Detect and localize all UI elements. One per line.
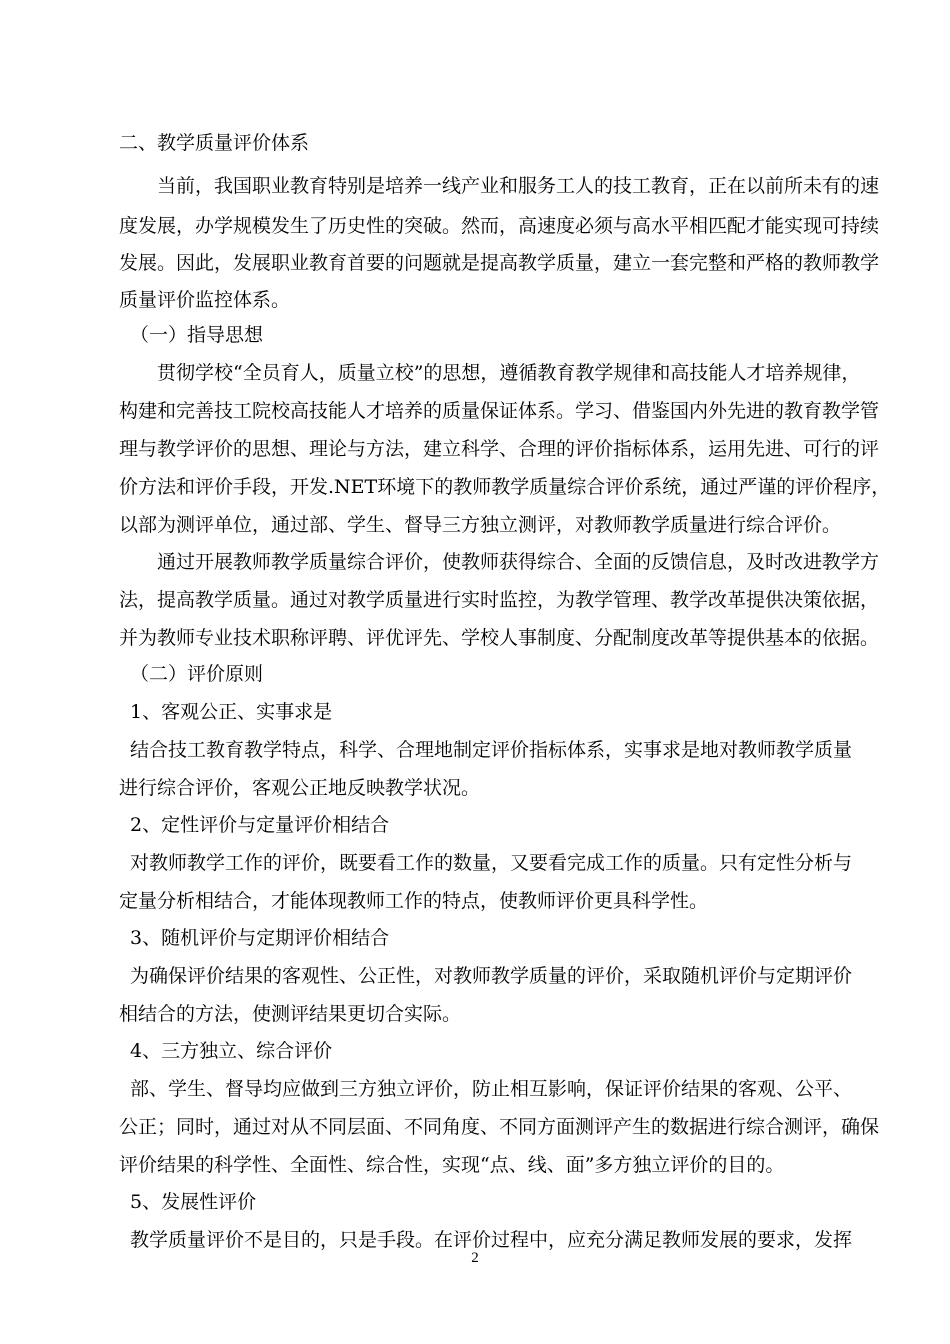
- paragraph-line: 部、学生、督导均应做到三方独立评价，防止相互影响，保证评价结果的客观、公平、: [130, 1078, 853, 1100]
- subsection-heading: （一）指导思想: [130, 324, 264, 346]
- paragraph-line: 结合技工教育教学特点，科学、合理地制定评价指标体系，实事求是地对教师教学质量: [130, 739, 853, 761]
- item-heading: 3、随机评价与定期评价相结合: [130, 927, 390, 949]
- paragraph-line: 法，提高教学质量。通过对教学质量进行实时监控，为教学管理、教学改革提供决策依据，: [119, 589, 880, 611]
- paragraph-line: 教学质量评价不是目的，只是手段。在评价过程中，应充分满足教师发展的要求，发挥: [130, 1229, 853, 1251]
- paragraph-line: 以部为测评单位，通过部、学生、督导三方独立测评，对教师教学质量进行综合评价。: [119, 514, 842, 536]
- item-heading: 4、三方独立、综合评价: [130, 1040, 333, 1062]
- item-heading: 1、客观公正、实事求是: [130, 701, 333, 723]
- item-heading: 5、发展性评价: [130, 1191, 257, 1213]
- paragraph-line: 公正；同时，通过对从不同层面、不同角度、不同方面测评产生的数据进行综合测评，确保: [119, 1116, 880, 1138]
- paragraph-line: 进行综合评价，客观公正地反映教学状况。: [119, 777, 481, 799]
- paragraph-line: 为确保评价结果的客观性、公正性，对教师教学质量的评价，采取随机评价与定期评价: [130, 965, 853, 987]
- item-heading: 2、定性评价与定量评价相结合: [130, 814, 390, 836]
- paragraph-line: 对教师教学工作的评价，既要看工作的数量，又要看完成工作的质量。只有定性分析与: [130, 852, 853, 874]
- paragraph-line: 理与教学评价的思想、理论与方法，建立科学、合理的评价指标体系，运用先进、可行的评: [119, 438, 880, 460]
- subsection-heading: （二）评价原则: [130, 663, 264, 685]
- paragraph-line: 质量评价监控体系。: [119, 289, 291, 311]
- paragraph-line: 通过开展教师教学质量综合评价，使教师获得综合、全面的反馈信息，及时改进教学方: [157, 551, 880, 573]
- paragraph-line: 相结合的方法，使测评结果更切合实际。: [119, 1003, 462, 1025]
- paragraph-line: 贯彻学校“全员育人，质量立校”的思想，遵循教育教学规律和高技能人才培养规律，: [157, 362, 861, 384]
- paragraph-line: 价方法和评价手段，开发.NET环境下的教师教学质量综合评价系统，通过严谨的评价程序，: [119, 476, 891, 498]
- paragraph-line: 构建和完善技工院校高技能人才培养的质量保证体系。学习、借鉴国内外先进的教育教学管: [119, 400, 880, 422]
- paragraph-line: 评价结果的科学性、全面性、综合性，实现“点、线、面”多方独立评价的目的。: [119, 1154, 785, 1176]
- paragraph-line: 发展。因此，发展职业教育首要的问题就是提高教学质量，建立一套完整和严格的教师教学: [119, 252, 880, 274]
- paragraph-line: 定量分析相结合，才能体现教师工作的特点，使教师评价更具科学性。: [119, 890, 709, 912]
- section-heading: 二、教学质量评价体系: [119, 132, 310, 154]
- paragraph-line: 度发展，办学规模发生了历史性的突破。然而，高速度必须与高水平相匹配才能实现可持续: [119, 215, 880, 237]
- paragraph-line: 当前，我国职业教育特别是培养一线产业和服务工人的技工教育，正在以前所未有的速: [157, 175, 880, 197]
- paragraph-line: 并为教师专业技术职称评聘、评优评先、学校人事制度、分配制度改革等提供基本的依据。: [119, 627, 880, 649]
- page-number: 2: [471, 1250, 479, 1266]
